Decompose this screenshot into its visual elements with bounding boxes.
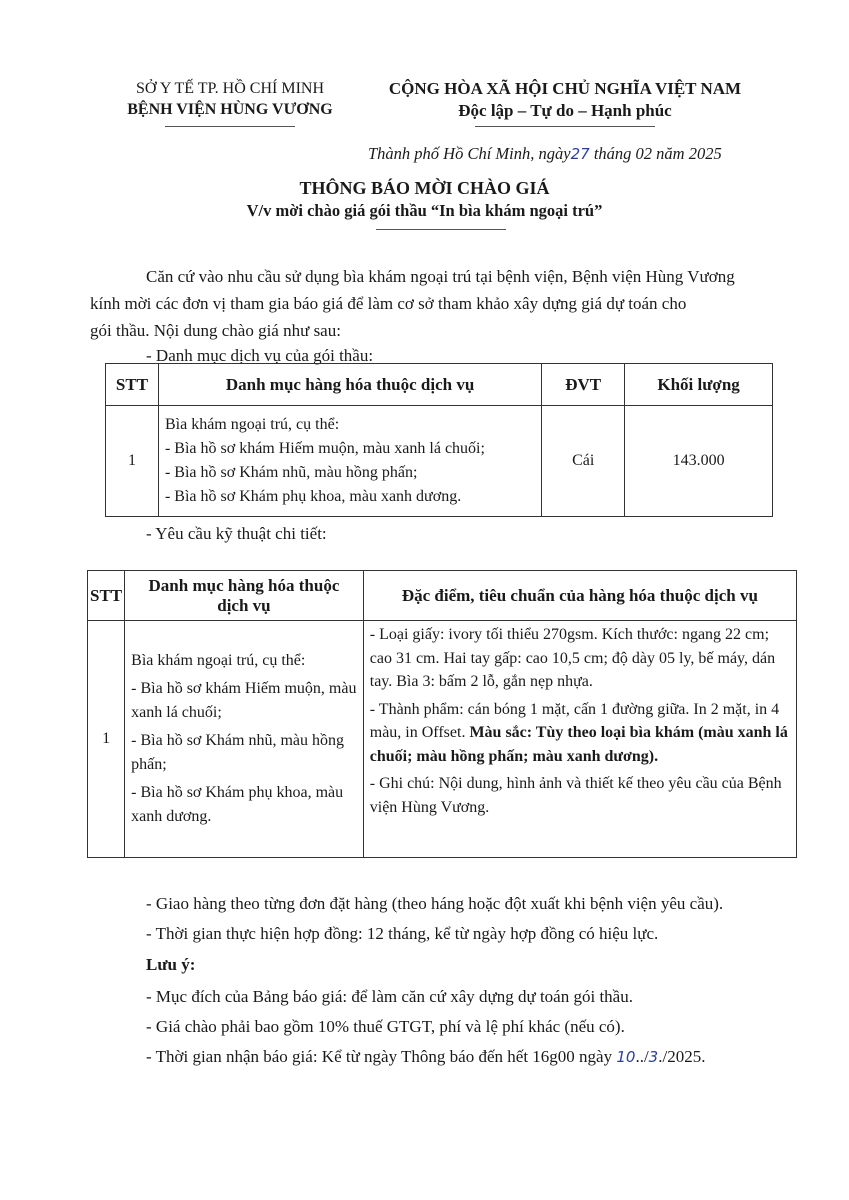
intro-line-3: gói thầu. Nội dung chào giá như sau: xyxy=(90,321,341,340)
item-line: - Bìa hồ sơ Khám phụ khoa, màu xanh dương. xyxy=(164,488,462,505)
col-quantity: Khối lượng xyxy=(625,364,773,406)
deadline-separator: ../ xyxy=(635,1047,649,1066)
col-unit: ĐVT xyxy=(542,364,625,406)
col-stt: STT xyxy=(106,364,159,406)
contract-duration-line: - Thời gian thực hiện hợp đồng: 12 tháng, kể từ ngày hợp đồng có hiệu lực. xyxy=(146,924,659,943)
row-quantity: 143.000 xyxy=(625,406,773,517)
spec-color: Màu sắc: Tùy theo loại bìa khám (màu xanh lá chuối; màu hồng phấn; màu xanh dương). xyxy=(369,724,788,765)
delivery-line: - Giao hàng theo từng đơn đặt hàng (theo háng hoặc đột xuất khi bệnh viện yêu cầu). xyxy=(146,894,724,913)
deadline-month-handwritten: 3 xyxy=(648,1048,659,1066)
nation-name: CỘNG HÒA XÃ HỘI CHỦ NGHĨA VIỆT NAM xyxy=(388,79,742,98)
col-item: Danh mục hàng hóa thuộc dịch vụ xyxy=(125,571,364,621)
spec-paper: - Loại giấy: ivory tối thiểu 270gsm. Kích thước: ngang 22 cm; cao 31 cm. Hai tay gấp: cao 10,5 cm; độ dày 05 ly, bế máy, dán tay. Bìa 3: bấm 2 lỗ, gắn nẹp nhựa. xyxy=(369,626,776,690)
deadline-prefix: - Thời gian nhận báo giá: Kể từ ngày Thông báo đến hết 16g00 ngày xyxy=(146,1047,613,1066)
table-row xyxy=(88,621,797,858)
item-line: Bìa khám ngoại trú, cụ thể: xyxy=(131,652,306,669)
row-unit: Cái xyxy=(542,406,625,517)
col-stt: STT xyxy=(88,571,125,621)
date-day-handwritten: 27 xyxy=(570,145,590,163)
deadline-suffix: ./2025. xyxy=(658,1047,706,1066)
item-line: - Bìa hồ sơ khám Hiếm muộn, màu xanh lá chuối; xyxy=(131,680,357,721)
row-stt: 1 xyxy=(106,406,159,517)
price-line: - Giá chào phải bao gồm 10% thuế GTGT, phí và lệ phí khác (nếu có). xyxy=(146,1017,625,1036)
note-title: Lưu ý: xyxy=(146,955,196,974)
service-table xyxy=(105,363,773,517)
department-name: SỞ Y TẾ TP. HỒ CHÍ MINH xyxy=(135,80,324,97)
intro-line-1: Căn cứ vào nhu cầu sử dụng bìa khám ngoại trú tại bệnh viện, Bệnh viện Hùng Vương xyxy=(146,267,735,286)
spec-note: - Ghi chú: Nội dung, hình ảnh và thiết kế theo yêu cầu của Bệnh viện Hùng Vương. xyxy=(369,775,782,816)
row-spec xyxy=(363,621,796,858)
national-header xyxy=(360,78,770,122)
intro-line-2: kính mời các đơn vị tham gia báo giá để làm cơ sở tham khảo xây dựng giá dự toán cho xyxy=(90,294,687,313)
service-table-header xyxy=(106,364,773,406)
document-title: THÔNG BÁO MỜI CHÀO GIÁ xyxy=(299,178,550,198)
issuer-block xyxy=(100,78,360,120)
issuer-underline xyxy=(165,126,295,127)
spec-finish xyxy=(370,698,790,769)
row-stt: 1 xyxy=(88,621,125,858)
motto: Độc lập – Tự do – Hạnh phúc xyxy=(458,101,672,120)
row-items xyxy=(125,621,364,858)
title-underline xyxy=(376,229,506,230)
item-line: Bìa khám ngoại trú, cụ thể: xyxy=(164,416,340,433)
spec-table xyxy=(87,570,797,858)
service-list-label: - Danh mục dịch vụ của gói thầu: xyxy=(146,346,374,365)
document-date xyxy=(368,144,722,164)
spec-table-header xyxy=(88,571,797,621)
item-line: - Bìa hồ sơ khám Hiếm muộn, màu xanh lá chuối; xyxy=(164,440,485,457)
table-row xyxy=(106,406,773,517)
item-line: - Bìa hồ sơ Khám nhũ, màu hồng phấn; xyxy=(131,732,345,773)
tech-requirements-label: - Yêu cầu kỹ thuật chi tiết: xyxy=(146,524,327,543)
deadline-line xyxy=(146,1043,705,1071)
document-subject: V/v mời chào giá gói thầu “In bìa khám ngoại trú” xyxy=(246,201,603,220)
purpose-line: - Mục đích của Bảng báo giá: để làm căn cứ xây dựng dự toán gói thầu. xyxy=(146,987,633,1006)
col-item: Danh mục hàng hóa thuộc dịch vụ xyxy=(158,364,541,406)
spec-finish-text: - Thành phẩm: cán bóng 1 mặt, cấn 1 đường giữa. In 2 mặt, in 4 màu, in Offset. xyxy=(369,700,780,741)
motto-underline xyxy=(475,126,655,127)
col-spec: Đặc điểm, tiêu chuẩn của hàng hóa thuộc dịch vụ xyxy=(363,571,796,621)
date-prefix: Thành phố Hồ Chí Minh, ngày xyxy=(368,144,571,163)
date-suffix: tháng 02 năm 2025 xyxy=(593,144,722,163)
deadline-day-handwritten: 10 xyxy=(616,1048,636,1066)
row-items xyxy=(158,406,541,517)
item-line: - Bìa hồ sơ Khám phụ khoa, màu xanh dương. xyxy=(131,784,344,825)
hospital-name: BỆNH VIỆN HÙNG VƯƠNG xyxy=(127,101,333,118)
item-line: - Bìa hồ sơ Khám nhũ, màu hồng phấn; xyxy=(164,464,418,481)
